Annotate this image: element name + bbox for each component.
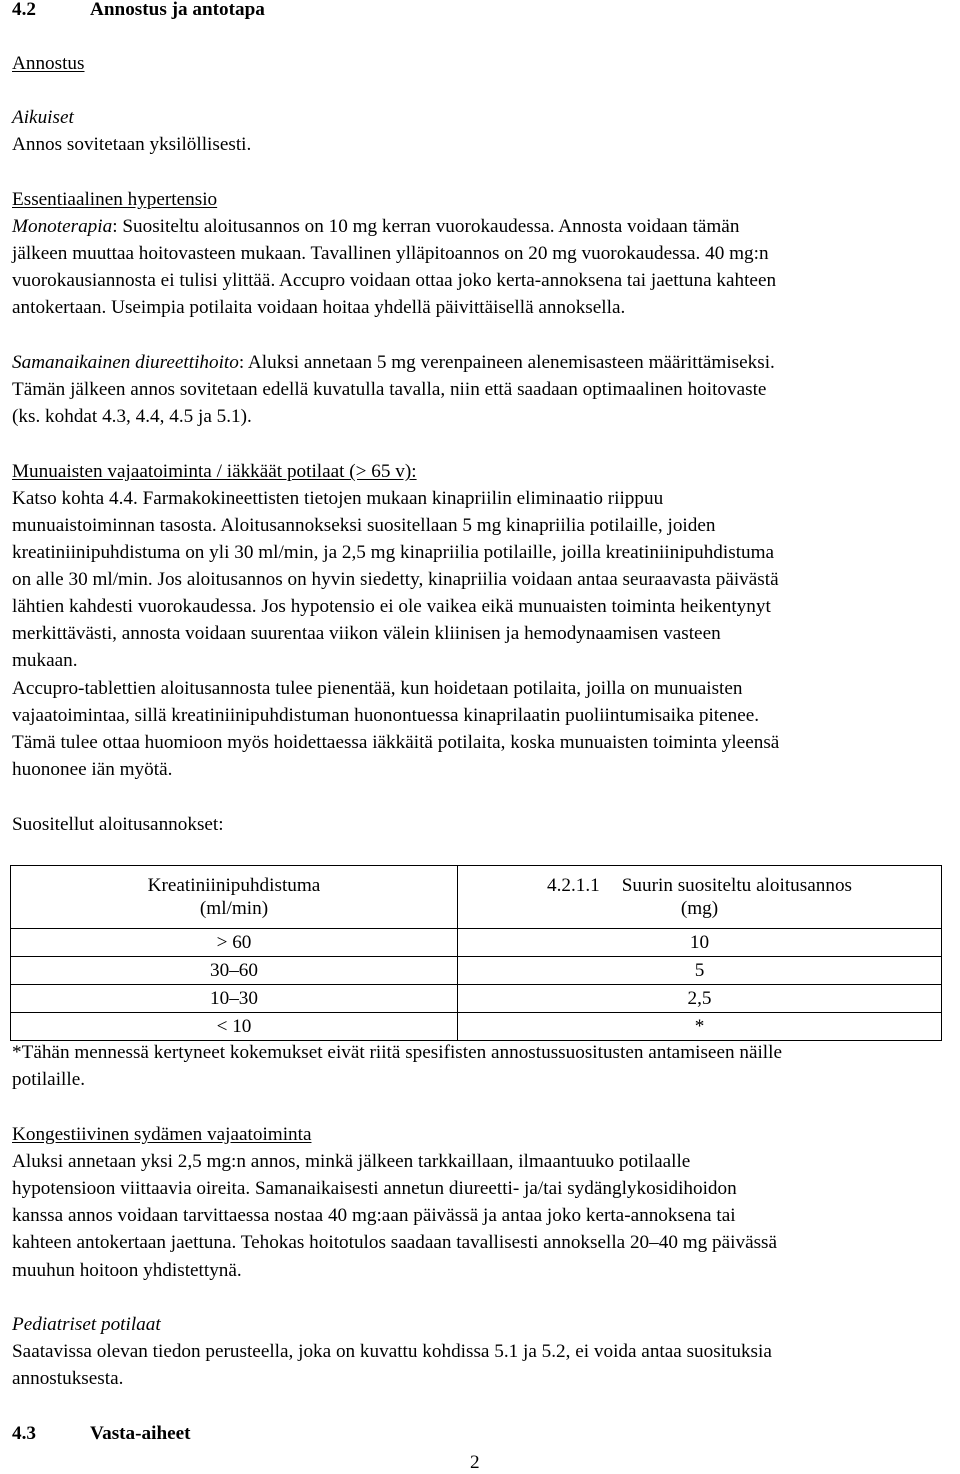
heart-failure-line: kahteen antokertaan jaettuna. Tehokas hoitotulos saadaan tavallisesti annoksella 20–40 mg päivässä xyxy=(12,1232,778,1253)
renal-line: vajaatoimintaa, sillä kreatiniinipuhdistuman huonontuessa kinaprilaatin puoliintumisaika pitenee. xyxy=(12,705,760,726)
page-number: 2 xyxy=(470,1452,480,1473)
adults-text: Annos sovitetaan yksilöllisesti. xyxy=(12,134,252,155)
renal-heading: Munuaisten vajaatoiminta / iäkkäät potilaat (> 65 v): xyxy=(12,461,417,482)
hypertension-line: vuorokausiannosta ei tulisi ylittää. Accupro voidaan ottaa joko kerta-annoksena tai jaettuna kahteen xyxy=(12,270,777,291)
cell-crcl: < 10 xyxy=(11,1013,458,1041)
cell-dose: * xyxy=(458,1013,942,1041)
section-title: Annostus ja antotapa xyxy=(90,0,265,20)
section-heading-4-3 xyxy=(12,1424,191,1443)
pediatric-line: Saatavissa olevan tiedon perusteella, joka on kuvattu kohdissa 5.1 ja 5.2, ei voida antaa suosituksia xyxy=(12,1341,772,1362)
renal-line: mukaan. xyxy=(12,650,78,671)
heart-failure-line: muuhun hoitoon yhdistettynä. xyxy=(12,1260,242,1281)
table-row xyxy=(11,1013,942,1041)
hypertension-line: antokertaan. Useimpia potilaita voidaan hoitaa yhdellä päivittäisellä annoksella. xyxy=(12,297,626,318)
header-dose: 4.2.1.1 Suurin suositeltu aloitusannos (mg) xyxy=(458,866,942,929)
diuretic-line: Samanaikainen diureettihoito: Aluksi annetaan 5 mg verenpaineen alenemisasteen määrittämiseksi. xyxy=(12,352,775,373)
annostus-heading: Annostus xyxy=(12,53,85,74)
dose-table xyxy=(10,865,942,1041)
heart-failure-line: kanssa annos voidaan tarvittaessa nostaa 40 mg:aan päivässä ja antaa joko kerta-annoksena tai xyxy=(12,1205,736,1226)
header-number: 4.2.1.1 xyxy=(546,874,600,896)
footnote-line: *Tähän mennessä kertyneet kokemukset eivät riitä spesifisten annostussuositusten antamiseen näille xyxy=(12,1042,782,1063)
pediatric-heading: Pediatriset potilaat xyxy=(12,1314,161,1335)
cell-crcl: 30–60 xyxy=(11,957,458,985)
diuretic-line: Tämän jälkeen annos sovitetaan edellä kuvatulla tavalla, niin että saadaan optimaalinen hoitovaste xyxy=(12,379,767,400)
section-heading-4-2 xyxy=(12,0,265,19)
section-number: 4.2 xyxy=(12,0,36,20)
table-row xyxy=(11,929,942,957)
heart-failure-line: hypotensioon viittaavia oireita. Samanaikaisesti annetun diureetti- ja/tai sydänglykosidihoidon xyxy=(12,1178,737,1199)
hypertension-line: jälkeen muuttaa hoitovasteen mukaan. Tavallinen ylläpitoannos on 20 mg vuorokaudessa. 40 mg:n xyxy=(12,243,769,264)
section-number: 4.3 xyxy=(12,1423,36,1444)
table-row xyxy=(11,957,942,985)
adults-heading: Aikuiset xyxy=(12,107,74,128)
table-row xyxy=(11,985,942,1013)
cell-dose: 2,5 xyxy=(458,985,942,1013)
renal-line: Accupro-tablettien aloitusannosta tulee pienentää, kun hoidetaan potilaita, joilla on munuaisten xyxy=(12,678,743,699)
recommended-label: Suositellut aloitusannokset: xyxy=(12,814,224,835)
renal-line: lähtien kahdesti vuorokaudessa. Jos hypotensio ei ole vaikea eikä munuaisten toiminta heikentynyt xyxy=(12,596,771,617)
renal-line: huononee iän myötä. xyxy=(12,759,173,780)
cell-dose: 10 xyxy=(458,929,942,957)
diuretic-line: (ks. kohdat 4.3, 4.4, 4.5 ja 5.1). xyxy=(12,406,252,427)
renal-line: munuaistoiminnan tasosta. Aloitusannokseksi suositellaan 5 mg kinapriilia potilaille, joiden xyxy=(12,515,716,536)
heart-failure-heading: Kongestiivinen sydämen vajaatoiminta xyxy=(12,1124,312,1145)
hypertension-line: Monoterapia: Suositeltu aloitusannos on 10 mg kerran vuorokaudessa. Annosta voidaan tämän xyxy=(12,216,740,237)
renal-line: on alle 30 ml/min. Jos aloitusannos on hyvin siedetty, kinapriilia voidaan antaa seuraavasta päivästä xyxy=(12,569,779,590)
diuretic-label: Samanaikainen diureettihoito xyxy=(12,352,239,373)
renal-line: merkittävästi, annosta voidaan suurentaa viikon välein kliinisen ja hemodynaamisen vasteen xyxy=(12,623,721,644)
hypertension-heading: Essentiaalinen hypertensio xyxy=(12,189,218,210)
cell-dose: 5 xyxy=(458,957,942,985)
monotherapy-label: Monoterapia xyxy=(12,216,113,237)
heart-failure-line: Aluksi annetaan yksi 2,5 mg:n annos, minkä jälkeen tarkkaillaan, ilmaantuuko potilaalle xyxy=(12,1151,691,1172)
renal-line: Tämä tulee ottaa huomioon myös hoidettaessa iäkkäitä potilaita, koska munuaisten toiminta yleensä xyxy=(12,732,780,753)
renal-line: Katso kohta 4.4. Farmakokineettisten tietojen mukaan kinapriilin eliminaatio riippuu xyxy=(12,488,664,509)
pediatric-line: annostuksesta. xyxy=(12,1368,124,1389)
table-header-row xyxy=(11,866,942,929)
renal-line: kreatiniinipuhdistuma on yli 30 ml/min, ja 2,5 mg kinapriilia potilaille, joilla kreatiniinipuhdistuma xyxy=(12,542,775,563)
footnote-line: potilaille. xyxy=(12,1069,86,1090)
cell-crcl: 10–30 xyxy=(11,985,458,1013)
section-title: Vasta-aiheet xyxy=(90,1423,191,1444)
header-crcl: Kreatiniinipuhdistuma (ml/min) xyxy=(11,866,458,929)
cell-crcl: > 60 xyxy=(11,929,458,957)
